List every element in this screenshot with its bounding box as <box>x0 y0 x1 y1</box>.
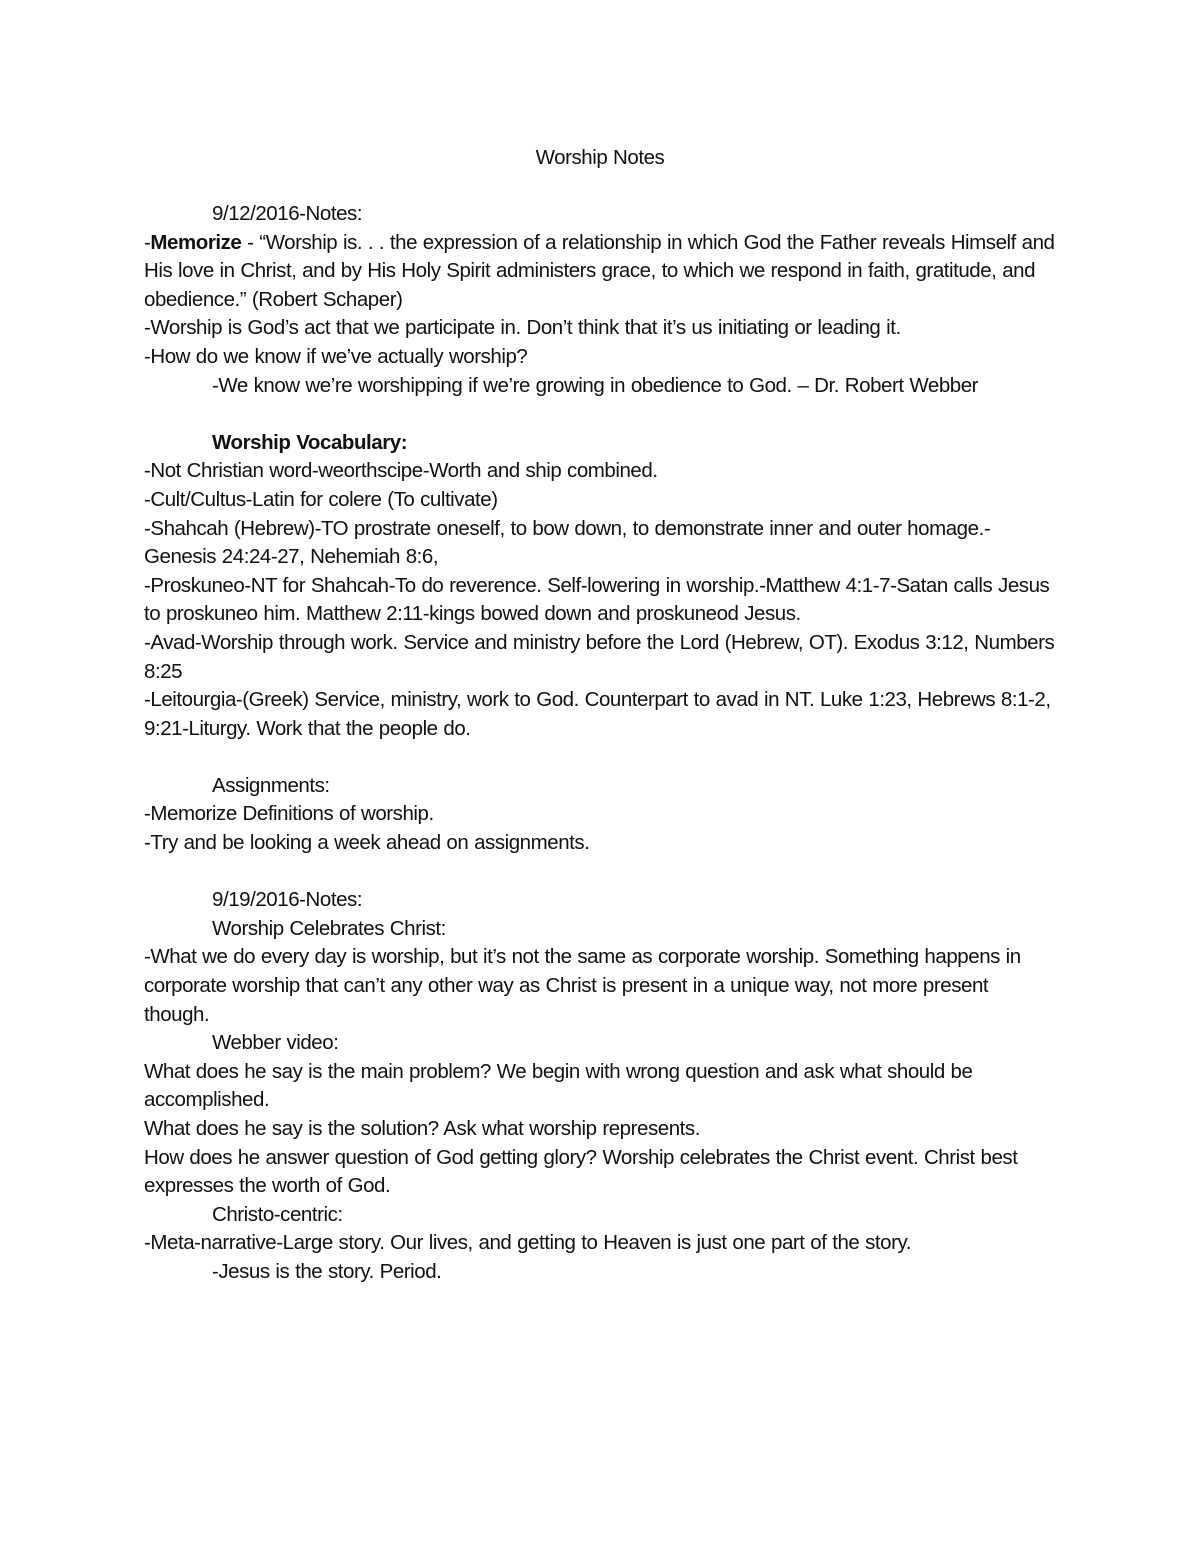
spacer <box>144 400 1059 429</box>
vocabulary-item: -Leitourgia-(Greek) Service, ministry, work to God. Counterpart to avad in NT. Luke 1:23, Hebrews 8:1-2, 9:21-Liturgy. Work that the people do. <box>144 688 1051 740</box>
assignments-heading: Assignments: <box>212 773 330 797</box>
document-body <box>144 200 1059 1287</box>
memorize-label: Memorize <box>150 230 242 254</box>
memorize-quote: - “Worship is. . . the expression of a relationship in which God the Father reveals Himself and His love in Christ, and by His Holy Spirit administers grace, to which we respond in faith, gratitude, and obedience.” (Robert Schaper) <box>144 230 1055 311</box>
note-line: -We know we’re worshipping if we’re growing in obedience to God. – Dr. Robert Webber <box>212 373 979 397</box>
note-line: -Worship is God’s act that we participate in. Don’t think that it’s us initiating or leading it. <box>144 316 901 340</box>
section-heading: Webber video: <box>212 1031 339 1055</box>
spacer <box>144 858 1059 887</box>
vocabulary-item: -Proskuneo-NT for Shahcah-To do reverence. Self-lowering in worship.-Matthew 4:1-7-Satan calls Jesus to proskuneo him. Matthew 2:11-kings bowed down and proskuneod Jesus. <box>144 573 1050 626</box>
section-heading: Worship Celebrates Christ: <box>212 916 446 940</box>
note-line: What does he say is the main problem? We begin with wrong question and ask what should be accomplished. <box>144 1059 973 1112</box>
section-heading: Christo-centric: <box>212 1202 343 1226</box>
note-line: -What we do every day is worship, but it’s not the same as corporate worship. Something happens in corporate worship that can’t any other way as Christ is present in a unique way, not more present though. <box>144 945 1021 1026</box>
vocabulary-item: -Cult/Cultus-Latin for colere (To cultivate) <box>144 487 498 511</box>
vocabulary-heading: Worship Vocabulary: <box>212 430 408 454</box>
note-line: -Meta-narrative-Large story. Our lives, and getting to Heaven is just one part of the story. <box>144 1231 911 1255</box>
section-date: 9/12/2016-Notes: <box>212 202 363 225</box>
vocabulary-item: -Shahcah (Hebrew)-TO prostrate oneself, to bow down, to demonstrate inner and outer homage.-Genesis 24:24-27, Nehemiah 8:6, <box>144 516 991 569</box>
note-line: -Jesus is the story. Period. <box>212 1259 442 1283</box>
section-date: 9/19/2016-Notes: <box>212 888 363 912</box>
document-title: Worship Notes <box>535 146 665 169</box>
spacer <box>144 743 1059 772</box>
assignment-item: -Try and be looking a week ahead on assignments. <box>144 831 590 855</box>
assignment-item: -Memorize Definitions of worship. <box>144 802 434 826</box>
note-line: -How do we know if we’ve actually worship? <box>144 344 528 368</box>
vocabulary-item: -Not Christian word-weorthscipe-Worth and ship combined. <box>144 459 658 483</box>
memorize-paragraph: -Memorize - “Worship is. . . the expression of a relationship in which God the Father reveals Himself and His love in Christ, and by His Holy Spirit administers grace, to which we respond in faith, gratitude, and obedience.” (Robert Schaper) <box>144 230 1055 311</box>
note-line: How does he answer question of God getting glory? Worship celebrates the Christ event. Christ best expresses the worth of God. <box>144 1145 1018 1198</box>
note-line: What does he say is the solution? Ask what worship represents. <box>144 1117 700 1140</box>
vocabulary-item: -Avad-Worship through work. Service and ministry before the Lord (Hebrew, OT). Exodus 3:12, Numbers 8:25 <box>144 630 1055 683</box>
